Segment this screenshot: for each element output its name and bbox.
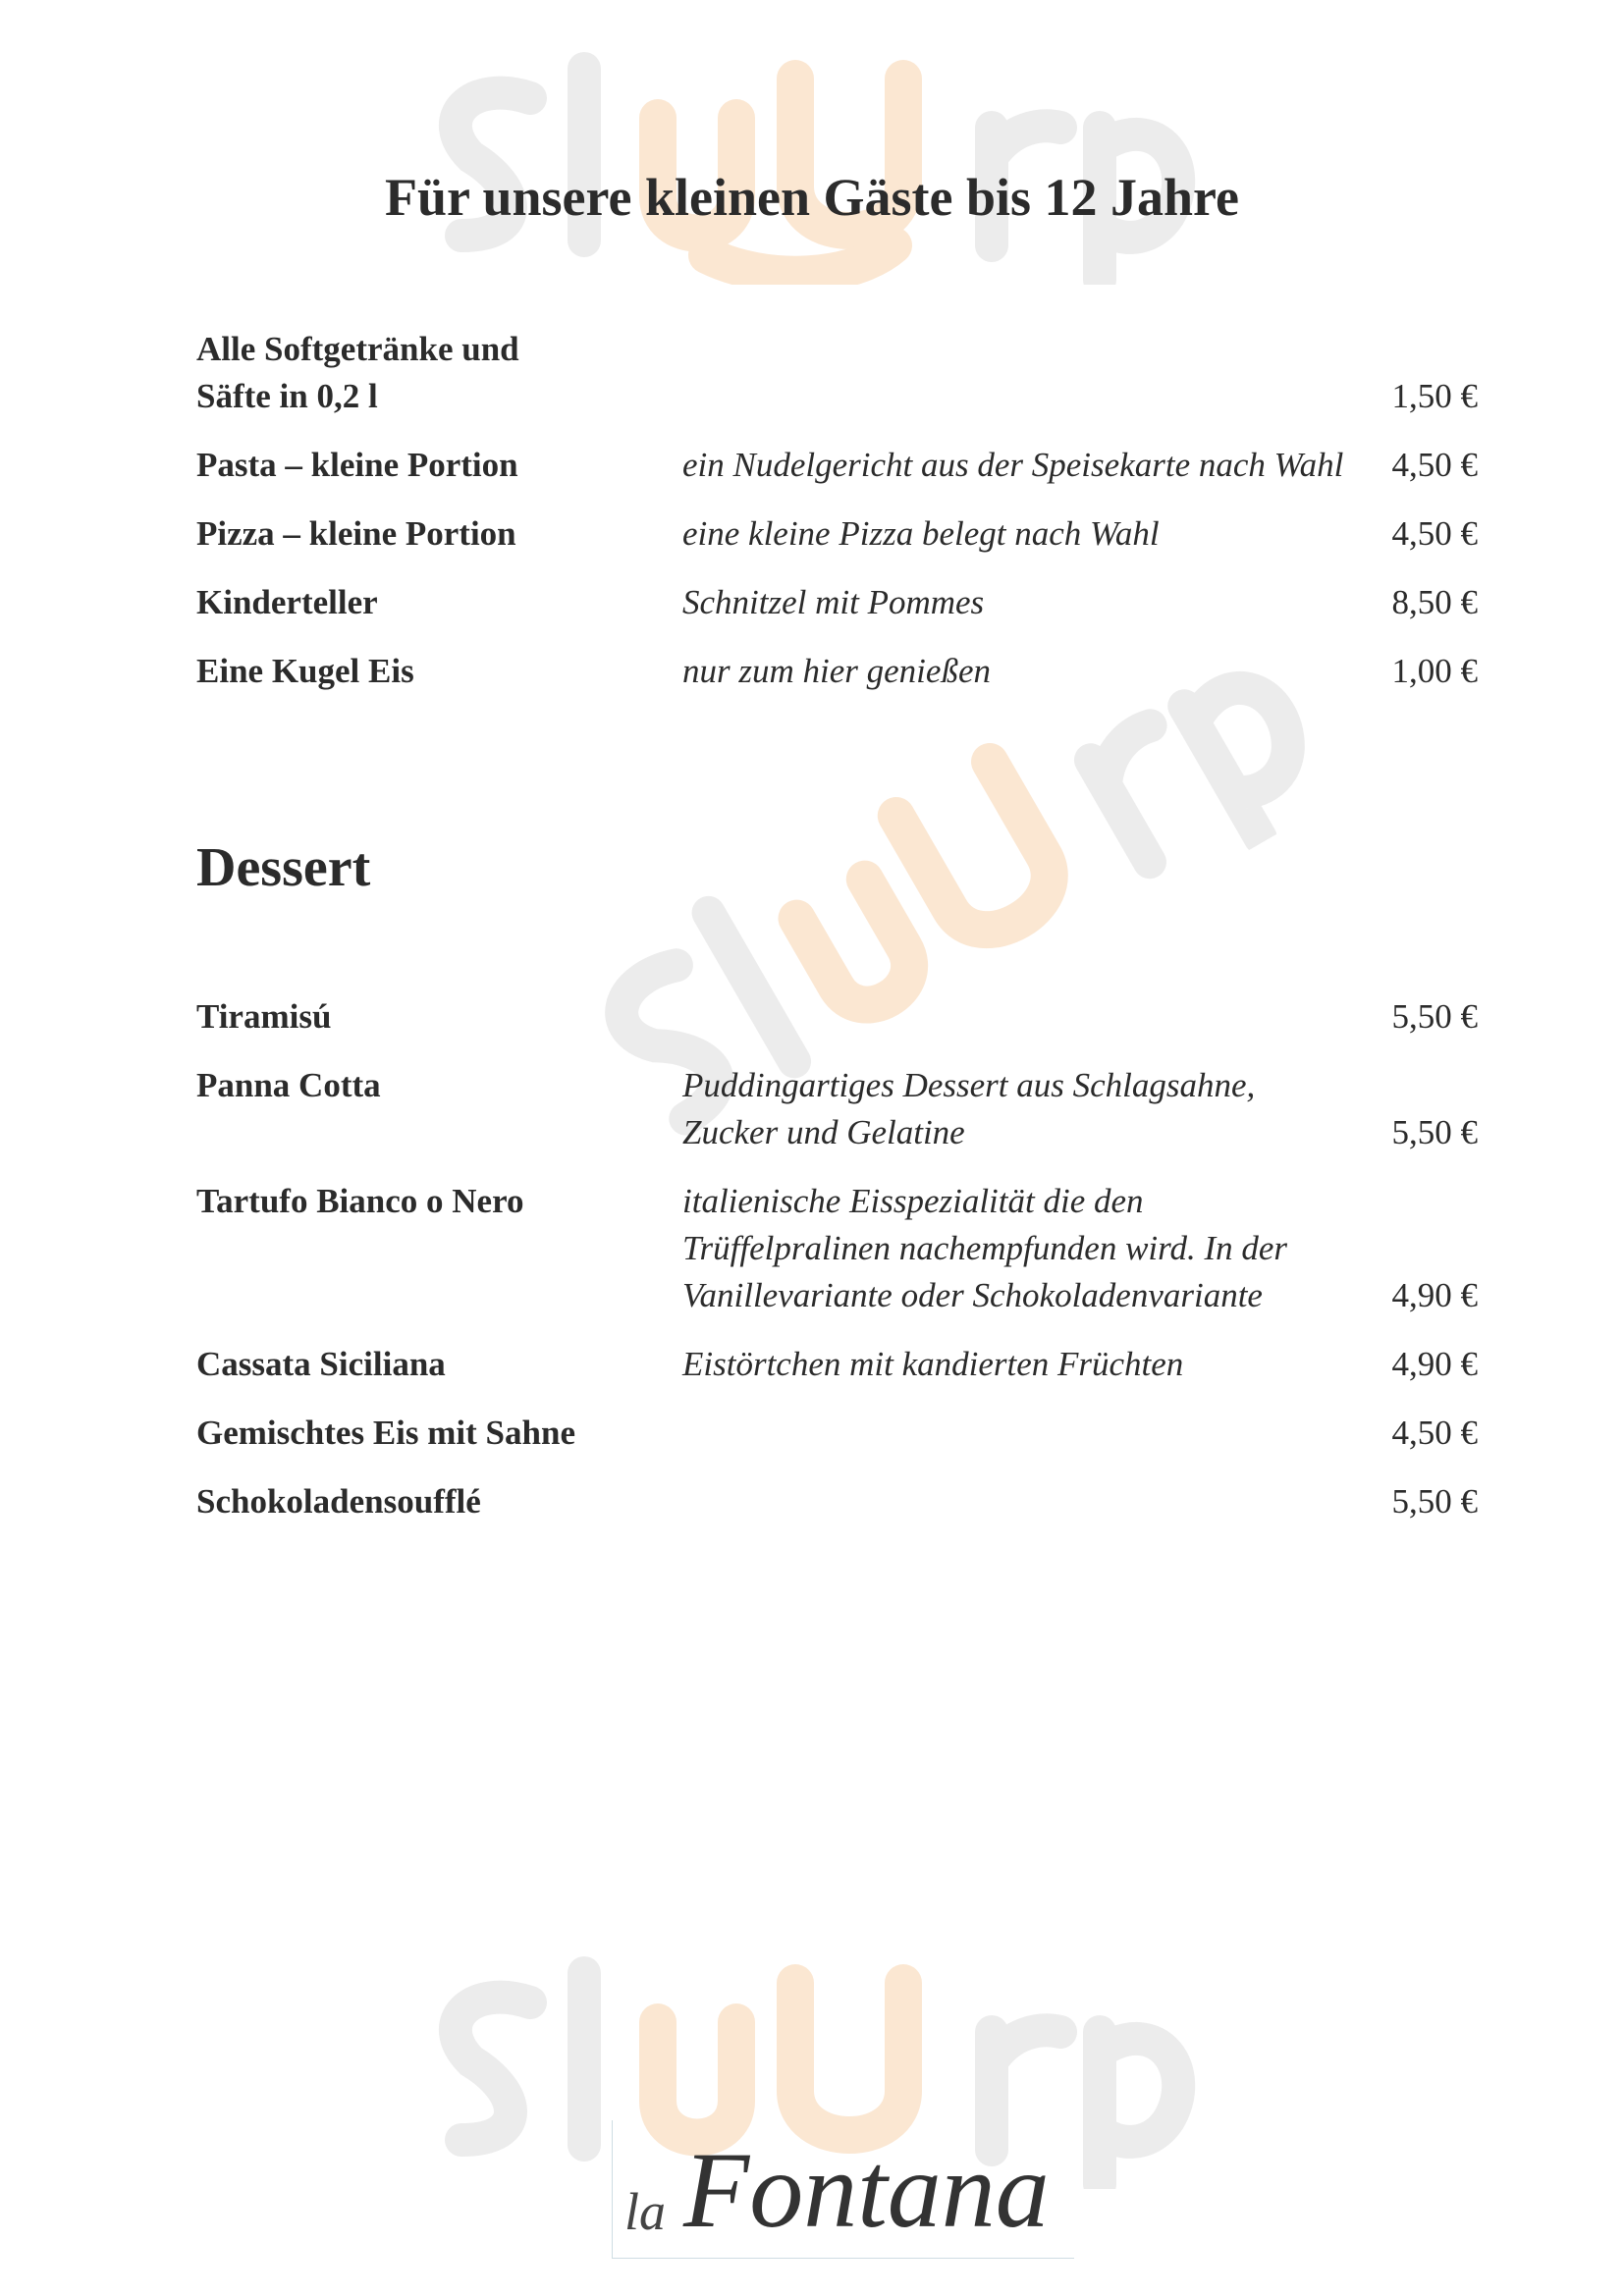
item-name: Pasta – kleine Portion — [196, 446, 518, 484]
menu-item — [196, 993, 1478, 1041]
menu-item — [196, 1178, 1478, 1319]
item-price: 4,50 € — [1391, 514, 1478, 553]
menu-item — [196, 648, 1478, 695]
menu-item — [196, 1341, 1478, 1388]
item-name: Tiramisú — [196, 997, 332, 1036]
logo-name: Fontana — [683, 2130, 1050, 2250]
item-name: Schokoladensoufflé — [196, 1482, 481, 1521]
item-price: 8,50 € — [1391, 583, 1478, 621]
item-price: 5,50 € — [1391, 1113, 1478, 1151]
restaurant-logo — [612, 2120, 1074, 2259]
item-name: Cassata Siciliana — [196, 1345, 446, 1383]
menu-item — [196, 442, 1478, 489]
item-description: eine kleine Pizza belegt nach Wahl — [682, 514, 1160, 553]
menu-item — [196, 1410, 1478, 1457]
item-description: nur zum hier genießen — [682, 652, 991, 690]
item-description — [785, 1410, 1360, 1457]
item-price: 4,90 € — [1391, 1345, 1478, 1383]
dessert-menu-list — [196, 993, 1478, 1547]
item-price: 1,50 € — [1391, 377, 1478, 415]
item-description: Schnitzel mit Pommes — [682, 583, 985, 621]
item-name: Kinderteller — [196, 583, 378, 621]
page-title: Für unsere kleinen Gäste bis 12 Jahre — [384, 168, 1240, 227]
item-price: 1,00 € — [1391, 652, 1478, 690]
item-name: Gemischtes Eis mit Sahne — [196, 1414, 575, 1452]
item-price: 4,50 € — [1391, 446, 1478, 484]
item-description — [589, 326, 1360, 420]
kids-menu-list — [196, 326, 1478, 717]
menu-item — [196, 326, 1478, 420]
item-name: Alle Softgetränke und Säfte in 0,2 l — [196, 330, 519, 415]
logo-la: la — [624, 2182, 667, 2241]
item-price: 5,50 € — [1391, 1482, 1478, 1521]
item-price: 5,50 € — [1391, 997, 1478, 1036]
menu-item — [196, 1062, 1478, 1156]
item-description: italienische Eisspezialität die den Trüffelpralinen nachempfunden wird. In der Vanillevariante oder Schokoladenvariante — [682, 1182, 1288, 1314]
item-name: Eine Kugel Eis — [196, 652, 414, 690]
item-name: Panna Cotta — [196, 1066, 381, 1104]
item-name: Tartufo Bianco o Nero — [196, 1182, 524, 1220]
item-description: ein Nudelgericht aus der Speisekarte nach Wahl — [682, 446, 1344, 484]
menu-item — [196, 510, 1478, 558]
item-description: Eistörtchen mit kandierten Früchten — [682, 1345, 1184, 1383]
menu-item — [196, 579, 1478, 626]
item-description — [682, 1478, 1360, 1525]
item-name: Pizza – kleine Portion — [196, 514, 516, 553]
item-price: 4,50 € — [1391, 1414, 1478, 1452]
item-description: Puddingartiges Dessert aus Schlagsahne, Zucker und Gelatine — [682, 1066, 1256, 1151]
item-price: 4,90 € — [1391, 1276, 1478, 1314]
menu-item — [196, 1478, 1478, 1525]
section-heading-dessert: Dessert — [196, 837, 371, 898]
item-description — [682, 993, 1360, 1041]
